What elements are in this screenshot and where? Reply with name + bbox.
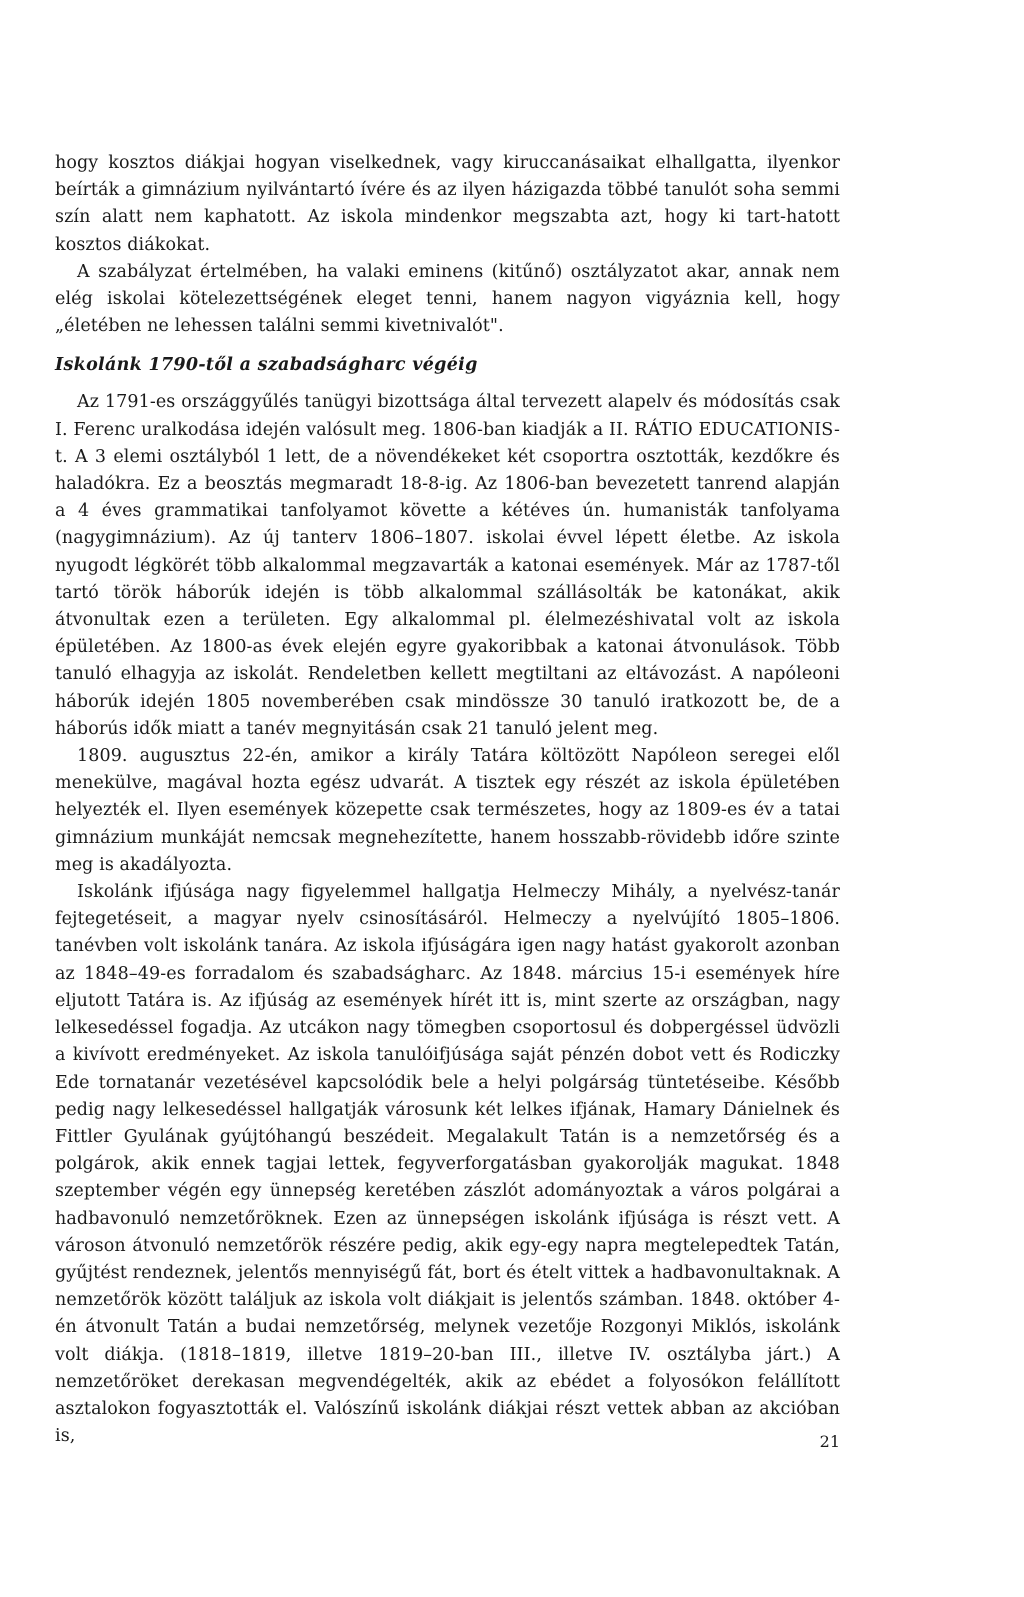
paragraph-1: hogy kosztos diákjai hogyan viselkednek, vagy kiruccanásaikat elhallgatta, ilyenkor beírták a gimnázium nyilvántartó ívére és az ilyen házigazda többé tanulót soha semmi szín alatt nem kaphatott. Az iskola mindenkor megszabta azt, hogy ki tart-hatott kosztos diákokat. — [55, 153, 840, 255]
page-number: 21 — [819, 1432, 840, 1451]
paragraph-2: A szabályzat értelmében, ha valaki eminens (kitűnő) osztályzatot akar, annak nem elég iskolai kötelezettségének eleget tenni, hanem nagyon vigyáznia kell, hogy „életében ne lehessen találni semmi kivetnivalót". — [55, 261, 840, 337]
paragraph-4: 1809. augusztus 22-én, amikor a király Tatára költözött Napóleon seregei elől menekülve, magával hozta egész udvarát. A tisztek egy részét az iskola épületében helyezték el. Ilyen események közepette csak természetes, hogy az 1809-es év a tatai gimnázium munkáját nemcsak megnehezítette, hanem hosszabb-rövidebb időre szinte meg is akadályozta. — [55, 746, 840, 875]
paragraph-3: Az 1791-es országgyűlés tanügyi bizottsága által tervezett alapelv és módosítás csak I. Ferenc uralkodása idején valósult meg. 1806-ban kiadják a II. RÁTIO EDUCATIONIS-t. A 3 elemi osztályból 1 lett, de a növendékeket két csoportra osztották, kezdőkre és haladókra. Ez a beosztás megmaradt 18-8-ig. Az 1806-ban bevezetett tanrend alapján a 4 éves grammatikai tanfolyamot követte a kétéves ún. humanisták tanfolyama (nagygimnázium). Az új tanterv 1806–1807. iskolai évvel lépett életbe. Az iskola nyugodt légkörét több alkalommal megzavarták a katonai események. Már az 1787-től tartó török háborúk idején is több alkalommal szállásolták be katonákat, akik átvonultak ezen a területen. Egy alkalommal pl. élelmezéshivatal volt az iskola épületében. Az 1800-as évek elején egyre gyakoribbak a katonai átvonulások. Több tanuló elhagyja az iskolát. Rendeletben kellett megtiltani az eltávozást. A napóleoni háborúk idején 1805 novemberében csak mindössze 30 tanuló iratkozott be, de a háborús idők miatt a tanév megnyitásán csak 21 tanuló jelent meg. — [55, 392, 840, 739]
paragraph-5: Iskolánk ifjúsága nagy figyelemmel hallgatja Helmeczy Mihály, a nyelvész-tanár fejtegetéseit, a magyar nyelv csinosításáról. Helmeczy a nyelvújító 1805–1806. tanévben volt iskolánk tanára. Az iskola ifjúságára igen nagy hatást gyakorolt azonban az 1848–49-es forradalom és szabadságharc. Az 1848. március 15-i események híre eljutott Tatára is. Az ifjúság az események hírét itt is, mint szerte az országban, nagy lelkesedéssel fogadja. Az utcákon nagy tömegben csoportosul és dobpergéssel üdvözli a kivívott eredményeket. Az iskola tanulóifjúsága saját pénzén dobot vett és Rodiczky Ede tornatanár vezetésével kapcsolódik bele a helyi polgárság tüntetéseibe. Később pedig nagy lelkesedéssel hallgatják városunk két lelkes ifjának, Hamary Dánielnek és Fittler Gyulának gyújtóhangú beszédeit. Megalakult Tatán is a nemzetőrség és a polgárok, akik ennek tagjai lettek, fegyverforgatásban gyakorolják magukat. 1848 szeptember végén egy ünnepség keretében zászlót adományoztak a város polgárai a hadbavonuló nemzetőröknek. Ezen az ünnepségen iskolánk ifjúsága is részt vett. A városon átvonuló nemzetőrök részére pedig, akik egy-egy napra megtelepedtek Tatán, gyűjtést rendeznek, jelentős mennyiségű fát, bort és ételt vittek a hadbavonultaknak. A nemzetőrök között találjuk az iskola volt diákjait is jelentős számban. 1848. október 4-én átvonult Tatán a budai nemzetőrség, melynek vezetője Rozgonyi Miklós, iskolánk volt diákja. (1818–1819, illetve 1819–20-ban III., illetve IV. osztályba járt.) A nemzetőröket derekasan megvendégelték, akik az ebédet a folyosókon felállított asztalokon fogyasztották el. Valószínű iskolánk diákjai részt vettek abban az akcióban is, — [55, 882, 840, 1447]
section-heading: Iskolánk 1790-től a szabadságharc végéig — [55, 355, 478, 376]
page-body — [55, 150, 840, 1450]
